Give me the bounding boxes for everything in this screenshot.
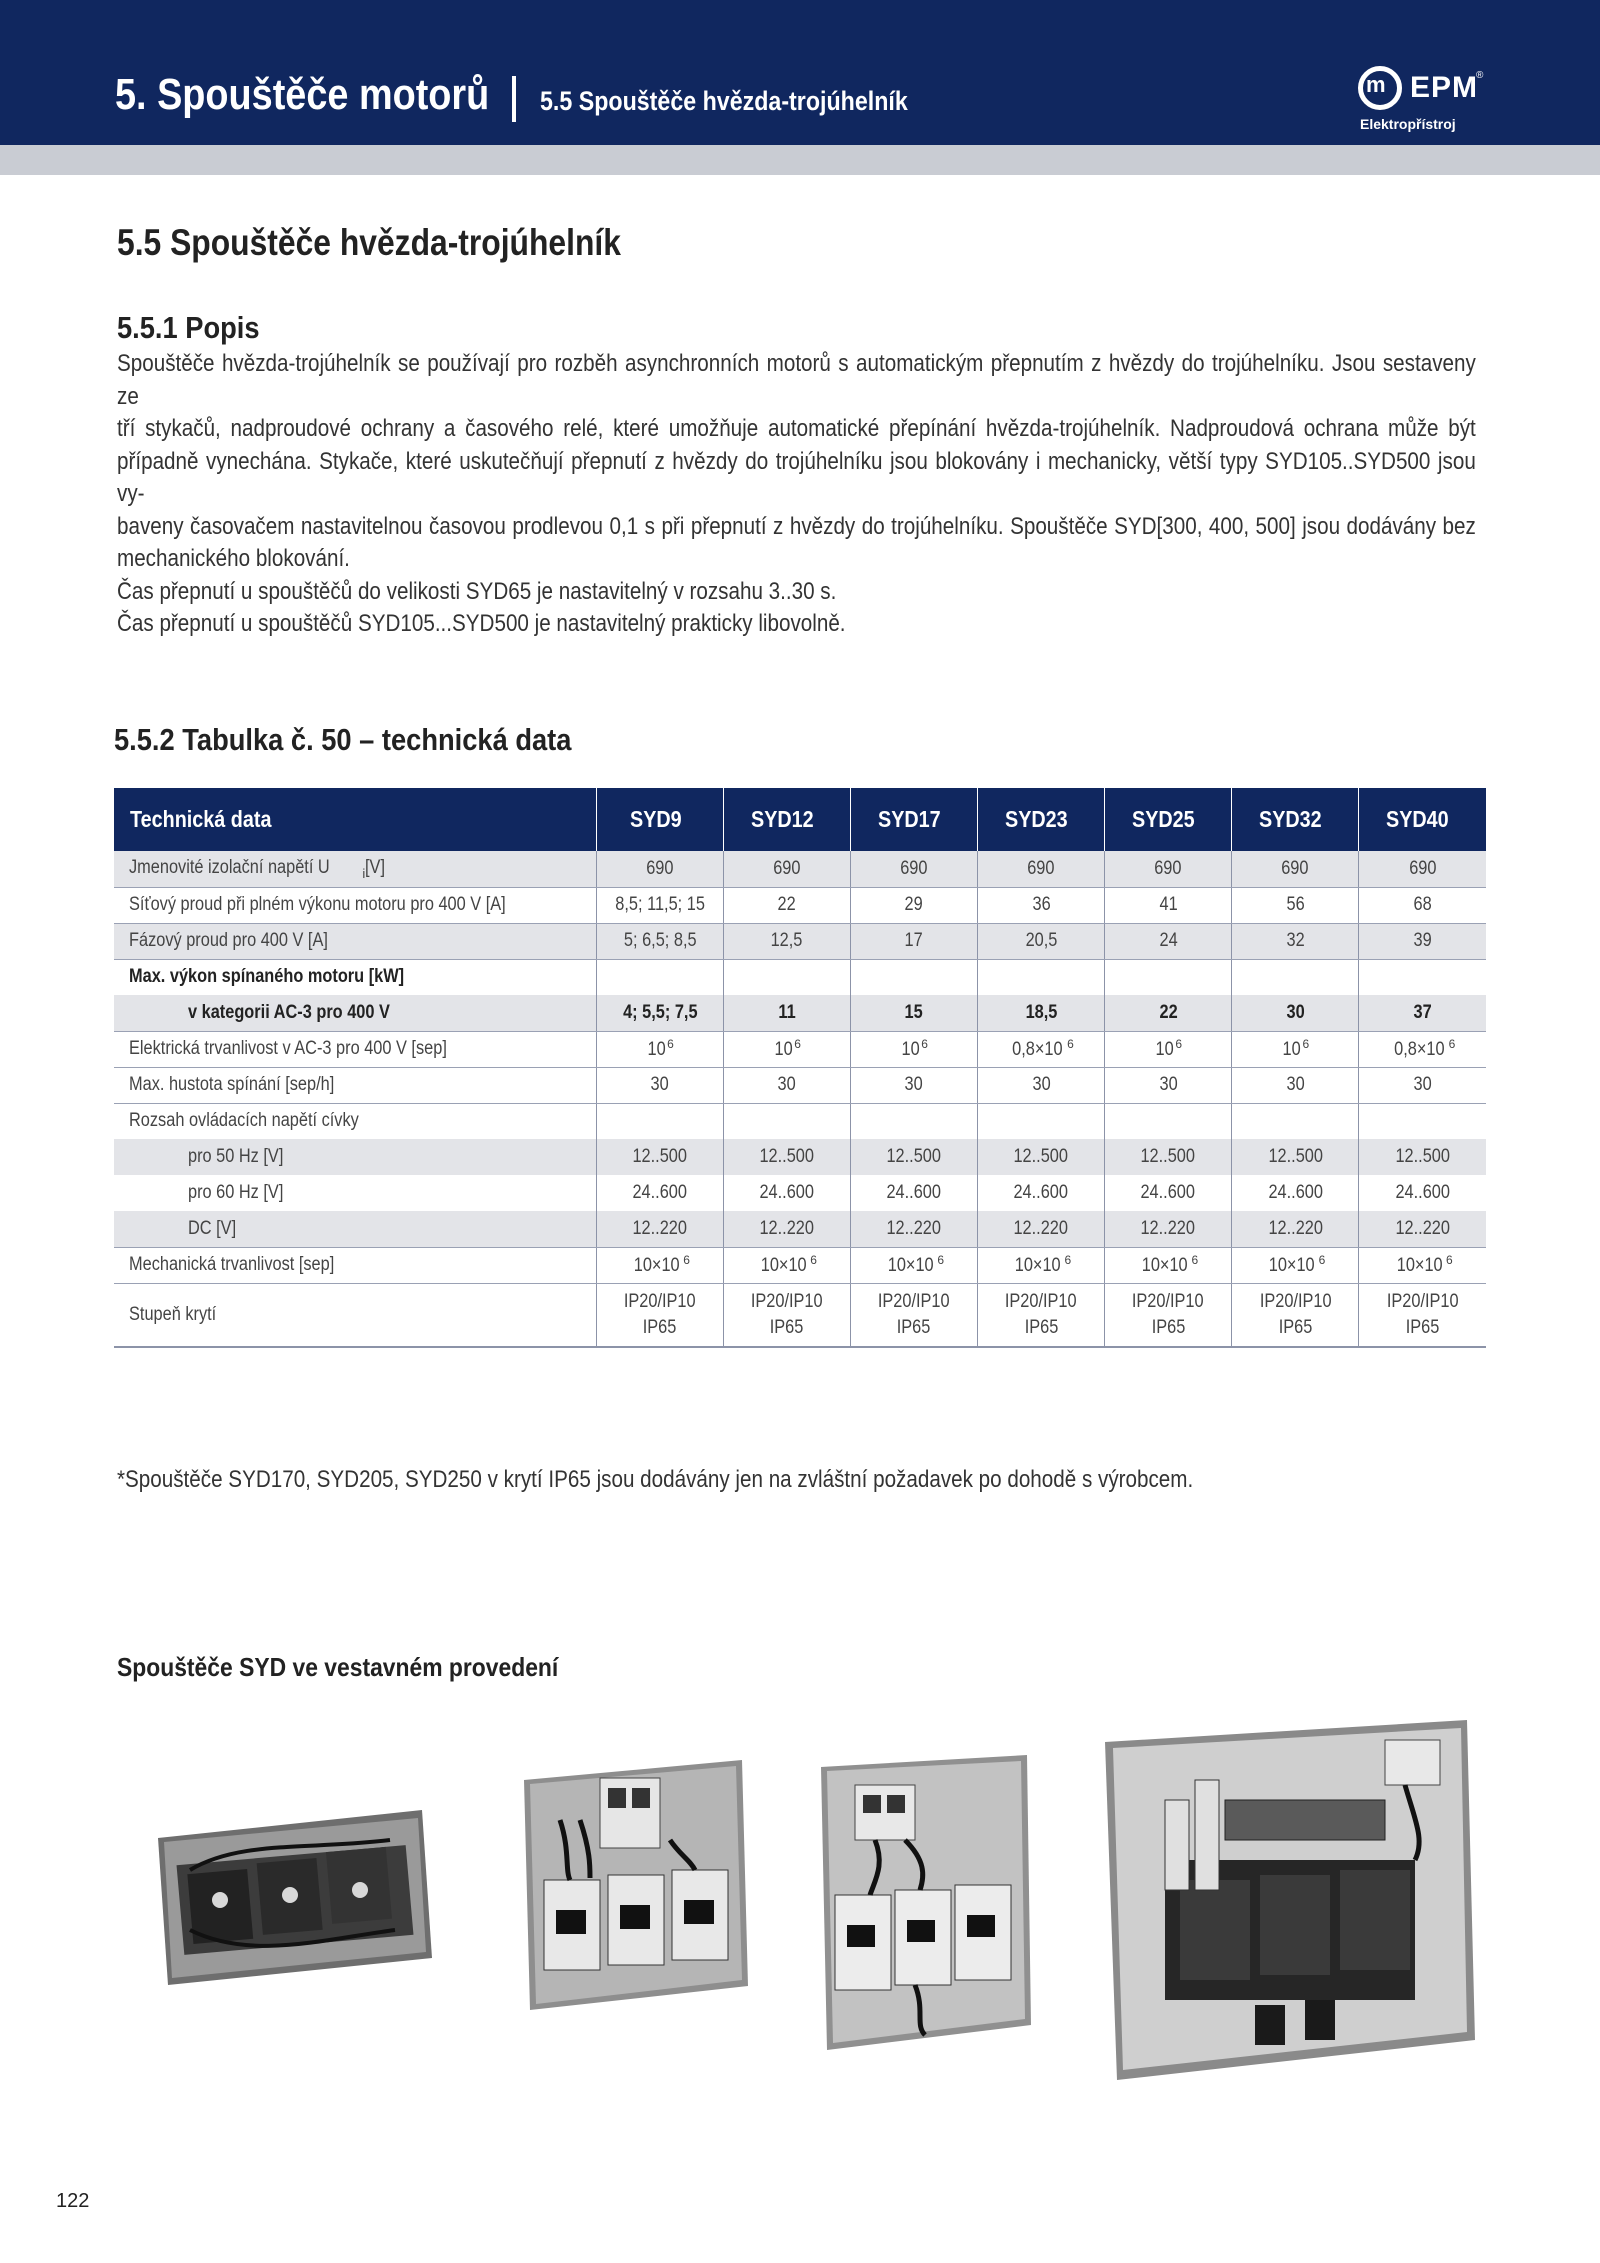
table-cell (596, 1103, 723, 1139)
table-cell (1105, 1103, 1232, 1139)
table-cell: IP20/IP10 IP65 (1359, 1283, 1486, 1347)
table-row (114, 1283, 1486, 1347)
table-cell: 22 (1105, 995, 1232, 1031)
table-cell: 12..500 (851, 1139, 978, 1175)
table-cell: IP20/IP10 IP65 (1232, 1283, 1359, 1347)
table-column-header: SYD12 (723, 788, 850, 851)
table-cell: 10×10 $^6$ (1359, 1247, 1486, 1283)
table-cell: 56 (1232, 887, 1359, 923)
table-cell: 8,5; 11,5; 15 (596, 887, 723, 923)
table-cell: 32 (1232, 923, 1359, 959)
table-cell: 690 (723, 851, 850, 887)
table-header-label: Technická data (114, 788, 596, 851)
table-row (114, 959, 1486, 995)
page-number: 122 (56, 2190, 90, 2212)
table-cell: 12,5 (723, 923, 850, 959)
table-cell: 690 (978, 851, 1105, 887)
table-row (114, 1067, 1486, 1103)
table-cell: 690 (851, 851, 978, 887)
description-line: Čas přepnutí u spouštěčů SYD105...SYD500 je nastavitelný prakticky libovolně. (117, 610, 846, 637)
table-cell: 12..500 (1359, 1139, 1486, 1175)
table-cell: 10×10 $^6$ (723, 1247, 850, 1283)
table-heading: 5.5.2 Tabulka č. 50 – technická data (114, 722, 572, 757)
table-cell: 10×10 $^6$ (851, 1247, 978, 1283)
table-cell: 0,8×10 $^6$ (978, 1031, 1105, 1067)
table-cell: 30 (1105, 1067, 1232, 1103)
table-cell (723, 1103, 850, 1139)
description-heading: 5.5.1 Popis (117, 310, 260, 345)
description-line: tří stykačů, nadproudové ochrany a časového relé, které umožňuje automatické přepínání hvězda-trojúhelník. Nadproudová ochrana může být (117, 415, 1476, 442)
table-column-header: SYD25 (1105, 788, 1232, 851)
table-cell: 10×10 $^6$ (1232, 1247, 1359, 1283)
table-cell: 690 (1105, 851, 1232, 887)
table-row (114, 1139, 1486, 1175)
table-cell: 29 (851, 887, 978, 923)
table-row-label: Síťový proud při plném výkonu motoru pro 400 V [A] (114, 887, 596, 923)
table-cell: $10^6$ (723, 1031, 850, 1067)
table-cell: 12..500 (1232, 1139, 1359, 1175)
table-cell: 30 (723, 1067, 850, 1103)
description-line: Čas přepnutí u spouštěčů do velikosti SYD65 je nastavitelný v rozsahu 3..30 s. (117, 577, 837, 605)
table-column-header: SYD40 (1359, 788, 1486, 851)
description-line: baveny časovačem nastavitelnou časovou prodlevou 0,1 s při přepnutí z hvězdy do trojúhelníku. Spouštěče SYD[300, 400, 500] jsou dodávány bez (117, 512, 1476, 540)
table-cell (978, 959, 1105, 995)
table-cell: 36 (978, 887, 1105, 923)
table-row-label: Max. hustota spínání [sep/h] (114, 1067, 596, 1103)
table-cell: $10^6$ (596, 1031, 723, 1067)
table-row (114, 1103, 1486, 1139)
table-cell: 30 (1359, 1067, 1486, 1103)
table-row (114, 1175, 1486, 1211)
table-row (114, 1247, 1486, 1283)
table-row (114, 995, 1486, 1031)
table-cell: 22 (723, 887, 850, 923)
table-cell: 10×10 $^6$ (978, 1247, 1105, 1283)
table-cell: 12..220 (596, 1211, 723, 1247)
chapter-title: 5. Spouštěče motorů (115, 70, 490, 119)
starter-photo-3 (815, 1755, 1035, 2050)
table-cell (1105, 959, 1232, 995)
table-cell: 12..220 (978, 1211, 1105, 1247)
table-cell: 24..600 (1105, 1175, 1232, 1211)
table-cell: 12..500 (596, 1139, 723, 1175)
starter-photo-1 (150, 1810, 435, 1985)
logo-mark: m (1366, 72, 1386, 97)
table-cell (978, 1103, 1105, 1139)
table-cell: 12..220 (1359, 1211, 1486, 1247)
table-row-label: Jmenovité izolační napětí U $_i$[V] (114, 851, 596, 887)
table-cell (1359, 1103, 1486, 1139)
table-cell: 30 (851, 1067, 978, 1103)
table-cell (1359, 959, 1486, 995)
table-cell: 20,5 (978, 923, 1105, 959)
table-row-label: Max. výkon spínaného motoru [kW] (114, 959, 596, 995)
table-cell: 690 (596, 851, 723, 887)
table-row-label: v kategorii AC-3 pro 400 V (114, 995, 596, 1031)
table-column-header: SYD17 (851, 788, 978, 851)
description-line: mechanického blokování. (117, 545, 350, 572)
table-cell: IP20/IP10 IP65 (978, 1283, 1105, 1347)
header-section-title: 5.5 Spouštěče hvězda-trojúhelník (540, 86, 908, 116)
table-cell: 12..500 (723, 1139, 850, 1175)
table-cell: 30 (978, 1067, 1105, 1103)
header-band (0, 145, 1600, 175)
table-cell: 10×10 $^6$ (596, 1247, 723, 1283)
table-cell: 68 (1359, 887, 1486, 923)
table-cell: 24..600 (978, 1175, 1105, 1211)
table-cell: 15 (851, 995, 978, 1031)
table-row-label: pro 50 Hz [V] (114, 1139, 596, 1175)
table-cell: 0,8×10 $^6$ (1359, 1031, 1486, 1067)
table-cell: IP20/IP10 IP65 (723, 1283, 850, 1347)
table-row (114, 1211, 1486, 1247)
table-cell: 11 (723, 995, 850, 1031)
table-row-label: Fázový proud pro 400 V [A] (114, 923, 596, 959)
header-separator (512, 76, 516, 122)
table-cell: $10^6$ (1232, 1031, 1359, 1067)
table-cell: 12..220 (1105, 1211, 1232, 1247)
table-cell: 30 (596, 1067, 723, 1103)
table-cell: 24..600 (596, 1175, 723, 1211)
photos-heading: Spouštěče SYD ve vestavném provedení (117, 1652, 559, 1682)
logo-subtitle: Elektropřístroj (1360, 116, 1456, 132)
table-column-header: SYD9 (596, 788, 723, 851)
table-cell: 12..500 (978, 1139, 1105, 1175)
table-cell: 24..600 (1395, 1182, 1450, 1203)
table-cell: 4; 5,5; 7,5 (596, 995, 723, 1031)
page-title: 5.5 Spouštěče hvězda-trojúhelník (117, 222, 621, 263)
table-cell: $10^6$ (1105, 1031, 1232, 1067)
starter-photo-4 (1105, 1720, 1480, 2080)
table-cell (596, 959, 723, 995)
table-cell: 12..220 (723, 1211, 850, 1247)
table-cell: 39 (1359, 923, 1486, 959)
table-cell: 690 (1359, 851, 1486, 887)
table-cell: 12..220 (851, 1211, 978, 1247)
table-cell: 12..220 (1232, 1211, 1359, 1247)
table-row-label: Rozsah ovládacích napětí cívky (114, 1103, 596, 1139)
table-row-label: DC [V] (114, 1211, 596, 1247)
technical-data-table (114, 788, 1486, 1348)
table-column-header: SYD32 (1232, 788, 1359, 851)
table-cell: 41 (1105, 887, 1232, 923)
table-cell: 18,5 (978, 995, 1105, 1031)
table-row-label: Elektrická trvanlivost v AC-3 pro 400 V [sep] (114, 1031, 596, 1067)
table-cell (851, 1103, 978, 1139)
table-header-row (114, 788, 1486, 851)
logo-registered: ® (1476, 70, 1484, 81)
table-cell: 17 (851, 923, 978, 959)
table-cell: 5; 6,5; 8,5 (596, 923, 723, 959)
table-cell: 24..600 (1232, 1175, 1359, 1211)
description-line: Spouštěče hvězda-trojúhelník se používají pro rozběh asynchronních motorů s automatickým přepnutím z hvězdy do trojúhelníku. Jsou sestaveny ze (117, 350, 1476, 410)
footnote: *Spouštěče SYD170, SYD205, SYD250 v krytí IP65 jsou dodávány jen na zvláštní požadavek po dohodě s výrobcem. (117, 1466, 1194, 1493)
table-cell: 690 (1232, 851, 1359, 887)
table-cell: 30 (1232, 1067, 1359, 1103)
epm-logo (1358, 66, 1488, 138)
table-cell: 37 (1359, 995, 1486, 1031)
table-cell (723, 959, 850, 995)
description-line: případně vynechána. Stykače, které uskutečňují přepnutí z hvězdy do trojúhelníku jsou blokovány i mechanicky, větší typy SYD105..SYD500 jsou vy- (117, 447, 1476, 507)
table-cell (1232, 959, 1359, 995)
logo-text: EPM (1410, 71, 1479, 104)
table-cell: 24..600 (723, 1175, 850, 1211)
table-row-label: Mechanická trvanlivost [sep] (114, 1247, 596, 1283)
table-cell: 30 (1232, 995, 1359, 1031)
table-cell (1232, 1103, 1359, 1139)
table-cell: $10^6$ (851, 1031, 978, 1067)
description-text (117, 348, 1477, 641)
table-row (114, 851, 1486, 887)
table-cell: 24..600 (851, 1175, 978, 1211)
table-cell: IP20/IP10 IP65 (851, 1283, 978, 1347)
starter-photo-2 (520, 1760, 750, 2010)
table-cell: IP20/IP10 IP65 (1105, 1283, 1232, 1347)
table-row-label: pro 60 Hz [V] (114, 1175, 596, 1211)
table-row (114, 923, 1486, 959)
table-cell: 10×10 $^6$ (1105, 1247, 1232, 1283)
table-cell (851, 959, 978, 995)
table-cell: 12..500 (1105, 1139, 1232, 1175)
table-column-header: SYD23 (978, 788, 1105, 851)
table-cell: IP20/IP10 IP65 (596, 1283, 723, 1347)
table-row (114, 1031, 1486, 1067)
table-row (114, 887, 1486, 923)
table-cell: 24 (1105, 923, 1232, 959)
table-row-label: Stupeň krytí (114, 1283, 596, 1347)
